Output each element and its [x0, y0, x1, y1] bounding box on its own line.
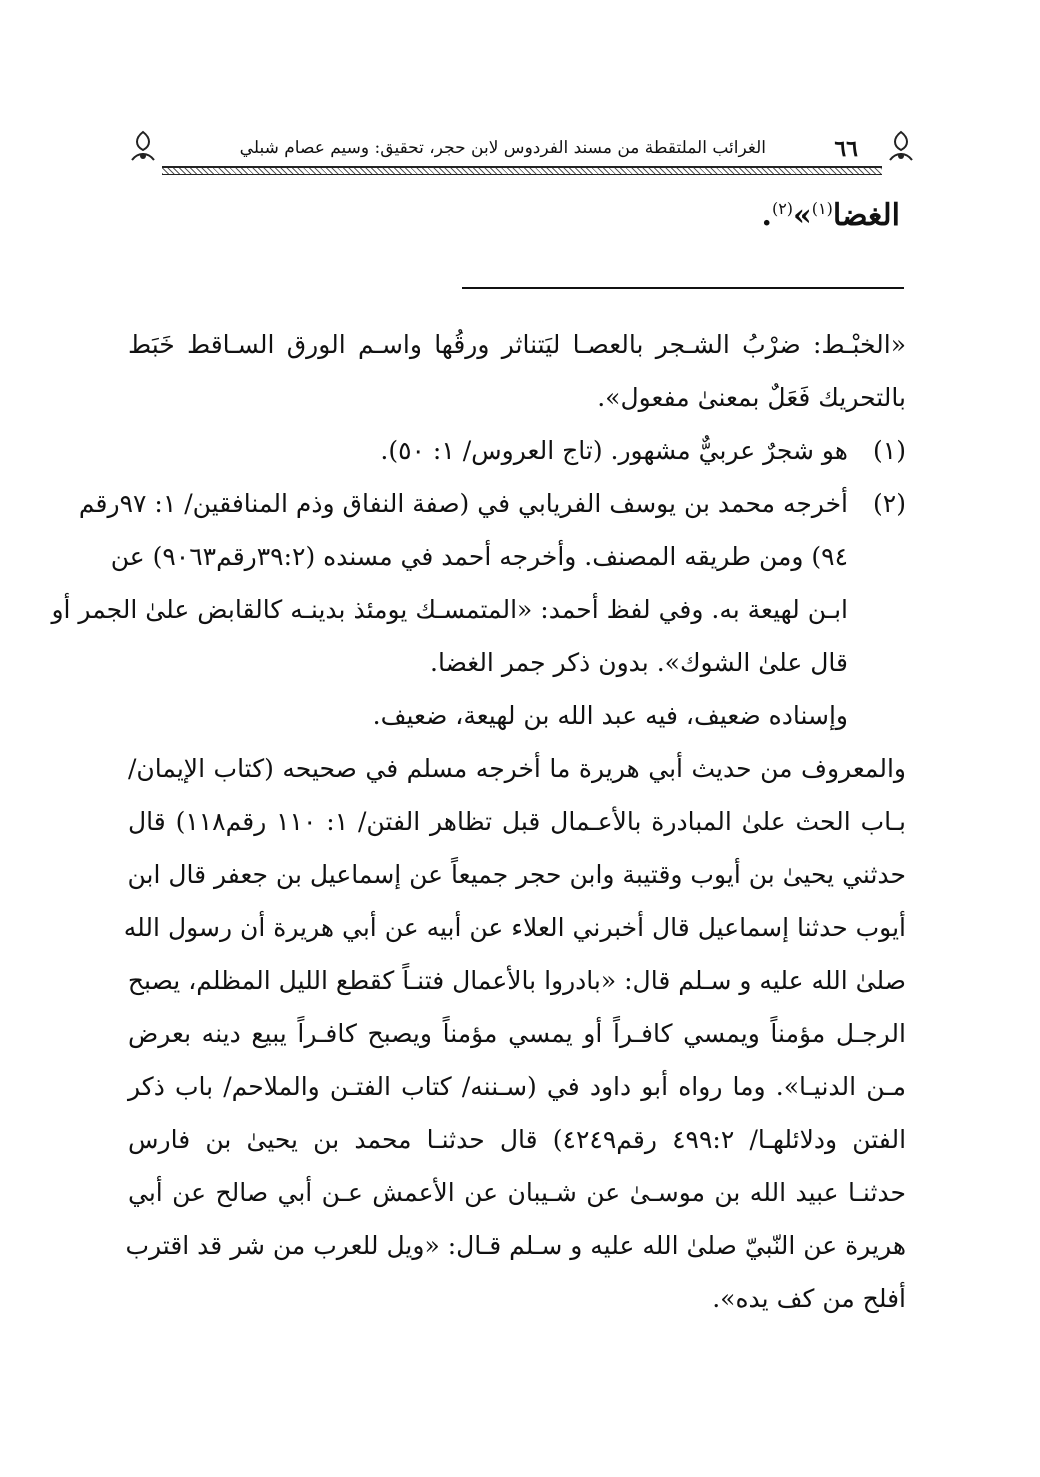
- footnote-2-number: (٢): [873, 489, 906, 518]
- body-line: مـن الدنيـا». وما رواه أبو داود في (سـننه/ كتاب الفتـن والملاحم/ باب ذكر: [128, 1072, 906, 1101]
- body-line: صلىٰ الله عليه و سـلم قال: «بادروا بالأعمال فتنـاً كقطع الليل المظلم، يصبح: [127, 966, 906, 995]
- footnote-2-line: ٩٤) ومن طريقه المصنف. وأخرجه أحمد في مسنده (٣٩:٢رقم٩٠٦٣) عن: [110, 542, 848, 571]
- footnote-2: [78, 477, 906, 530]
- footnote-2-line: قال علىٰ الشوك». بدون ذكر جمر الغضا.: [430, 648, 848, 677]
- footnote-2-line: ابـن لهيعة به. وفي لفظ أحمد: «المتمسـك يومئذ بدينـه كالقابض علىٰ الجمر أو: [51, 595, 848, 624]
- body-line: هريرة عن النّبيّ صلىٰ الله عليه و سـلم قـال: «ويل للعرب من شر قد اقترب: [125, 1231, 906, 1260]
- running-title: الغرائب الملتقطة من مسند الفردوس لابن حجر، تحقيق: وسيم عصام شبلي: [239, 138, 766, 158]
- footnote-2-line: وإسناده ضعيف، فيه عبد الله بن لهيعة، ضعيف.: [372, 701, 848, 730]
- page-number: ٦٦: [834, 136, 858, 162]
- footnotes-block: [51, 318, 907, 1325]
- footnote-intro-line: بالتحريك فَعَلٌ بمعنىٰ مفعول».: [597, 383, 906, 412]
- body-line: أفلح من كف يده».: [712, 1284, 906, 1313]
- footnote-separator: [462, 287, 904, 289]
- body-line: أيوب حدثنا إسماعيل قال أخبرني العلاء عن أبيه عن أبي هريرة أن رسول الله: [123, 913, 906, 942]
- body-line: الرجـل مؤمناً ويمسي كافـراً أو يمسي مؤمناً ويصبح كافـراً يبيع دينه بعرض: [128, 1019, 906, 1048]
- body-line: والمعروف من حديث أبي هريرة ما أخرجه مسلم في صحيحه (كتاب الإيمان/: [128, 754, 906, 783]
- footnote-ref-2: (٢): [771, 199, 794, 218]
- quote-close: »: [793, 198, 812, 233]
- footnote-2-line: أخرجه محمد بن يوسف الفريابي في (صفة النفاق وذم المنافقين/ ١: ٩٧رقم: [78, 489, 848, 518]
- main-text-line: [762, 198, 901, 233]
- footnote-1: [128, 424, 906, 477]
- body-line: حدثنـا عبيد الله بن موسـىٰ عن شـيبان عن الأعمش عـن أبي صالح عن أبي: [128, 1178, 906, 1207]
- body-line: بـاب الحث علىٰ المبادرة بالأعـمال قبل تظاهر الفتن/ ١: ١١٠ رقم١١٨) قال: [128, 807, 907, 836]
- body-line: حدثني يحيىٰ بن أيوب وقتيبة وابن حجر جميعاً عن إسماعيل بن جعفر قال ابن: [127, 860, 906, 889]
- running-header: [128, 128, 916, 172]
- floral-ornament-icon: [128, 130, 158, 164]
- body-line: الفتن ودلائلهـا/ ٤٩٩:٢ رقم٤٢٤٩) قال حدثنـا محمد بن يحيىٰ بن فارس: [128, 1125, 907, 1154]
- footnote-1-number: (١): [873, 436, 906, 465]
- floral-ornament-icon: [886, 130, 916, 164]
- footnote-ref-1: (١): [811, 199, 833, 218]
- footnote-1-text: هو شجرٌ عربيٌّ مشهور. (تاج العروس/ ١: ٥٠).: [380, 436, 848, 465]
- header-decorative-rule: [162, 166, 882, 175]
- footnote-intro-line: «الخبْـط: ضرْبُ الشـجر بالعصـا ليَتناثر ورقُها واسـم الورق السـاقط خَبَط: [128, 330, 906, 359]
- period: .: [761, 198, 772, 233]
- main-text-word: الغضا: [832, 198, 900, 233]
